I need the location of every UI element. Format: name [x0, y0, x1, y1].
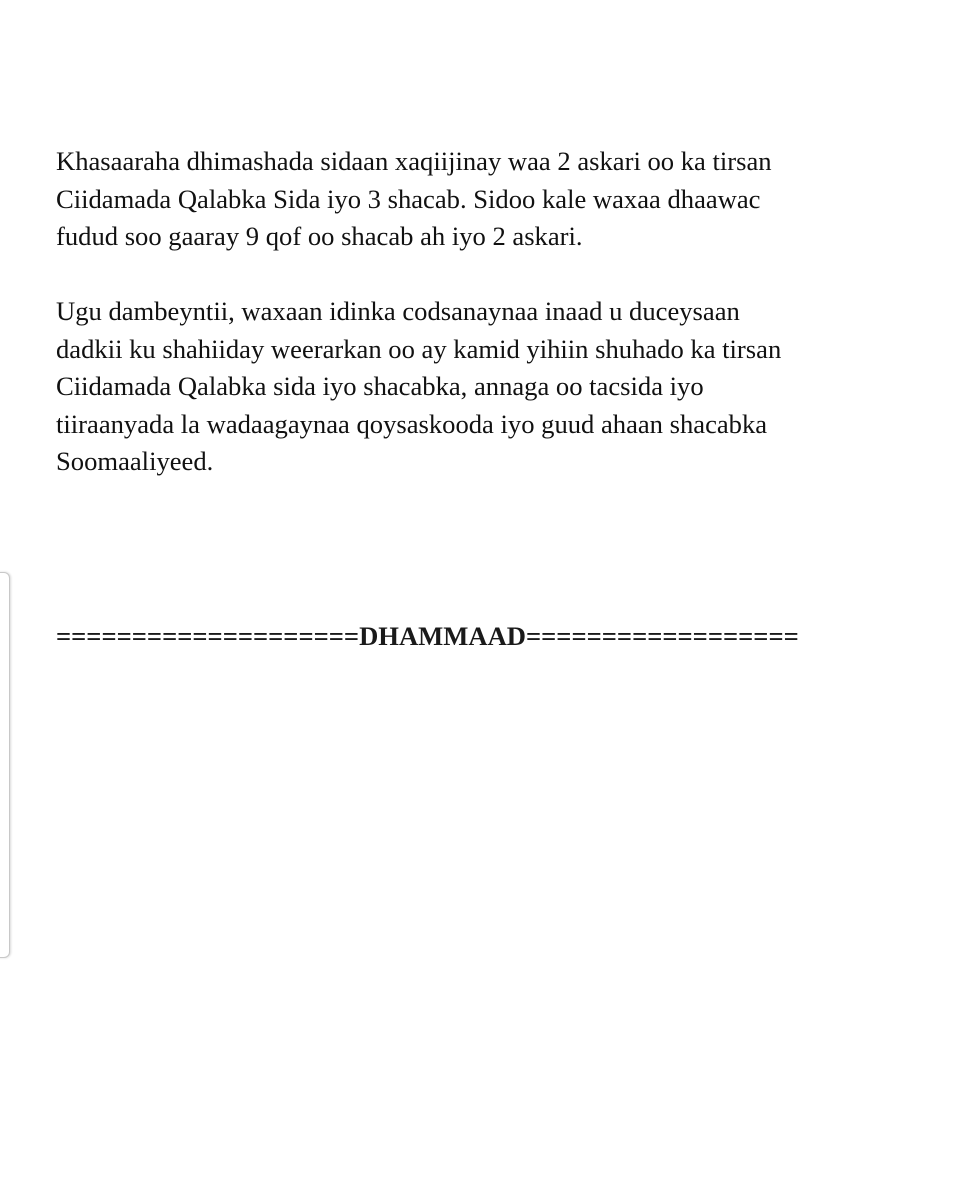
side-scroll-handle[interactable]	[0, 572, 10, 958]
paragraph-line: Ciidamada Qalabka sida iyo shacabka, annaga oo tacsida iyo	[56, 371, 704, 401]
paragraph-line: Soomaaliyeed.	[56, 446, 214, 476]
paragraph-casualties	[56, 143, 956, 256]
paragraph-line: tiiraanyada la wadaagaynaa qoysaskooda iyo guud ahaan shacabka	[56, 408, 768, 439]
paragraph-line: dadkii ku shahiiday weerarkan oo ay kamid yihiin shuhado ka tirsan	[56, 333, 782, 364]
document-body	[56, 143, 956, 481]
paragraph-line: Ugu dambeyntii, waxaan idinka codsanaynaa inaad u duceysaan	[56, 296, 740, 326]
paragraph-line: Ciidamada Qalabka Sida iyo 3 shacab. Sidoo kale waxaa dhaawac	[56, 183, 761, 214]
paragraph-line: Khasaaraha dhimashada sidaan xaqiijinay waa 2 askari oo ka tirsan	[56, 146, 772, 176]
paragraph-condolences	[56, 293, 956, 481]
paragraph-line: fudud soo gaaray 9 qof oo shacab ah iyo 2 askari.	[56, 221, 583, 251]
end-marker: ====================DHAMMAAD==================	[56, 621, 799, 651]
